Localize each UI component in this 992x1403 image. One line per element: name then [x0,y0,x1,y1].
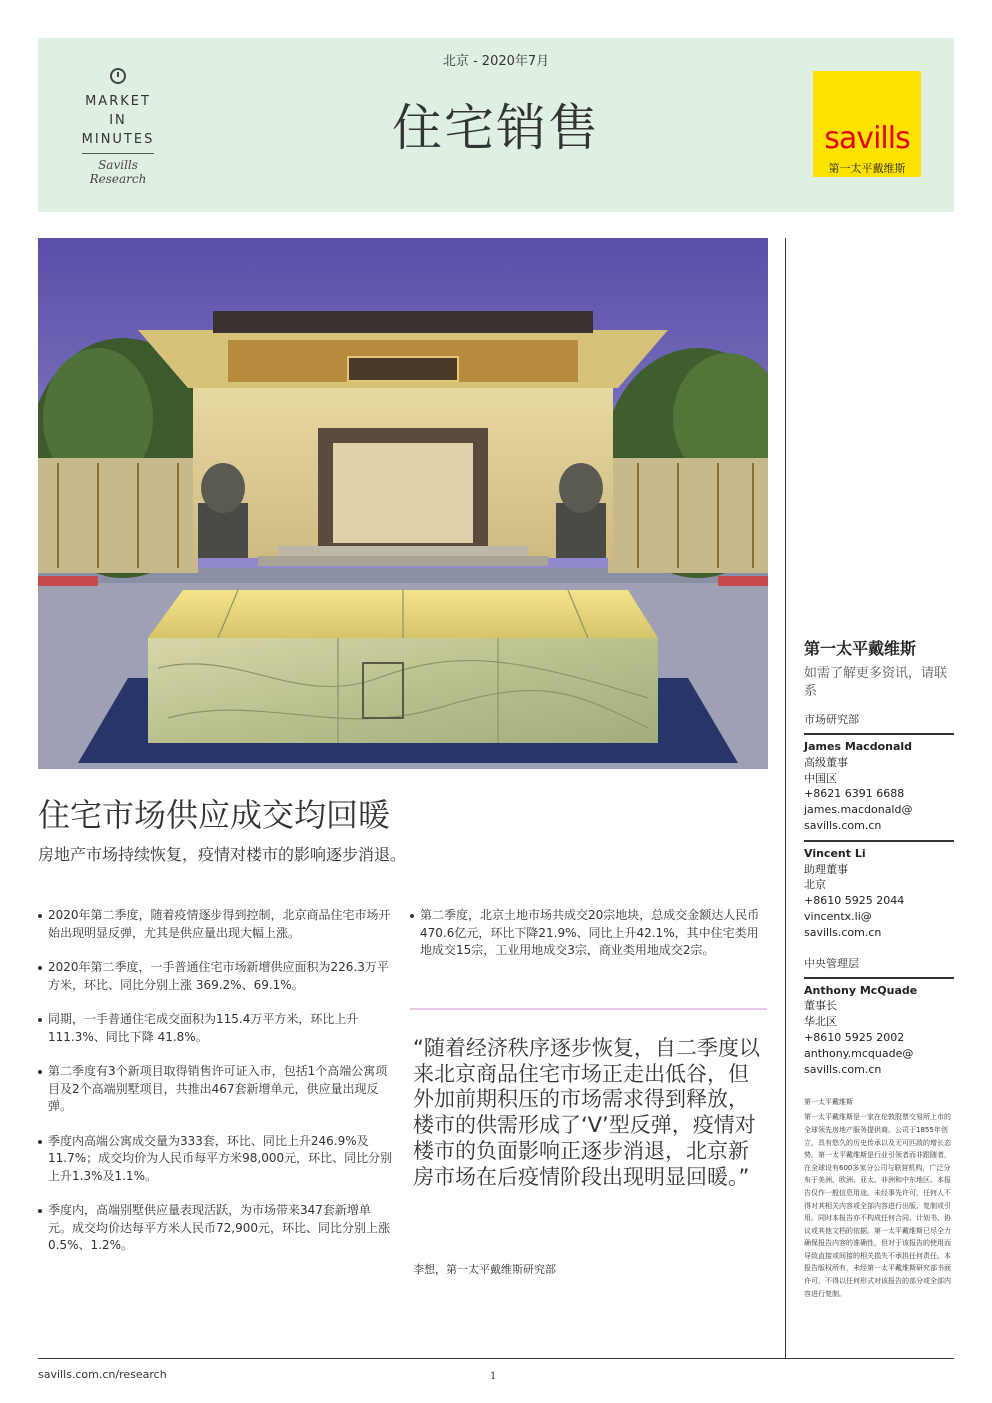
clock-icon [110,68,126,84]
contact-email[interactable]: anthony.mcquade@ [804,1046,914,1060]
contact-phone: +8621 6391 6688 [804,787,905,801]
pull-quote: “随着经济秩序逐步恢复，自二季度以来北京商品住宅市场正走出低谷，但外加前期积压的市场需求得到释放，楼市的供需形成了‘V’型反弹，疫情对楼市的负面影响正逐步消退，北京新房市场在后疫情阶段出现明显回暖。” [413,1036,760,1189]
contact-title: 董事长 [804,999,837,1013]
contact-region: 中国区 [804,771,837,785]
footer-url-link[interactable]: savills.com.cn/research [38,1368,167,1381]
sidebar-brand: 第一太平戴维斯 [804,639,917,658]
contact-name: Vincent Li [804,846,866,860]
contact-phone: +8610 5925 2044 [804,894,905,908]
bullet-item: 季度内高端公寓成交量为333套，环比、同比上升246.9%及11.7%；成交均价为人民币每平方米98,000元，环比、同比分别上升1.3%及1.1%。 [38,1133,393,1186]
bullet-item: 同期，一手普通住宅成交面积为115.4万平方米，环比上升111.3%、同比下降 41.8%。 [38,1011,393,1046]
series-word: MARKET [85,94,151,109]
contact-name: James Macdonald [804,740,913,753]
disclaimer-title: 第一太平戴维斯 [804,1098,853,1107]
logo-subtitle: 第一太平戴维斯 [828,162,906,175]
contact-name: Anthony McQuade [804,983,918,997]
footer-divider [38,1358,954,1359]
page-number: 1 [490,1371,497,1382]
bullet-item: 第二季度，北京土地市场共成交20宗地块，总成交金额达人民币470.6亿元，环比下降21.9%、同比上升42.1%，其中住宅类用地成交15宗，工业用地成交3宗，商业类用地成交2宗。 [410,907,765,960]
contact-title: 助理董事 [804,862,848,876]
bullet-column-left [38,907,393,1272]
logo-name: savills [824,121,910,156]
bullet-item: 2020年第二季度，随着疫情逐步得到控制，北京商品住宅市场开始出现明显反弹，尤其是供应量出现大幅上涨。 [38,907,393,942]
series-word: MINUTES [81,132,155,147]
contact-sidebar [804,636,954,1300]
contact-phone: +8610 5925 2002 [804,1030,905,1044]
contact-card [804,979,954,1078]
contact-email-domain[interactable]: savills.com.cn [804,1062,882,1076]
contact-email-domain[interactable]: savills.com.cn [804,818,882,832]
date-line: 北京 - 2020年7月 [442,54,550,69]
contact-region: 华北区 [804,1015,837,1029]
bullet-column-right [410,907,765,977]
contact-title: 高级董事 [804,755,848,769]
more-info-text: 如需了解更多资讯，请联系 [804,666,948,699]
series-word: IN [109,113,127,128]
quote-divider [410,1008,767,1010]
article-headline: 住宅市场供应成交均回暖 [38,796,391,834]
hero-photo [38,238,768,769]
contact-email-domain[interactable]: savills.com.cn [804,925,882,939]
header-banner [38,38,954,212]
quote-attribution: 李想，第一太平戴维斯研究部 [413,1263,556,1276]
bullet-item: 2020年第二季度，一手普通住宅市场新增供应面积为226.3万平方米，环比、同比分别上涨 369.2%、69.1%。 [38,959,393,994]
column-divider [785,238,786,1358]
article-subhead: 房地产市场持续恢复，疫情对楼市的影响逐步消退。 [38,845,407,864]
department-label: 市场研究部 [804,713,859,726]
contact-card [804,735,954,834]
contact-email[interactable]: james.macdonald@ [804,803,913,817]
market-in-minutes-logo [78,68,158,186]
series-subtitle: Savills Research [89,158,147,186]
department-label: 中央管理层 [804,956,859,970]
disclaimer-text: 第一太平戴维斯是一家在伦敦股票交易所上市的全球领先房地产服务提供商。公司于1855年创立，具有悠久的历史传承以及无可匹敌的增长态势。第一太平戴维斯是行业引领者而非跟随者，在全球设有600多家分公司与联营机构，广泛分布于美洲、欧洲、亚太、非洲和中东地区。本报告仅作一般信息用途。未经事先许可，任何人不得对其相关内容或全部内容进行出版、复制或引用。同时本报告亦不构成任何合同、计划书、协议或其他文档的依据。第一太平戴维斯已尽全力确保报告内容的准确性，但对于该报告的使用而导致直接或间接的相关损失不承担任何责任。本报告版权所有，未经第一太平戴维斯研究部书面许可，不得以任何形式对该报告的部分或全部内容进行复制。 [804,1113,951,1298]
report-title: 住宅销售 [392,99,600,157]
divider [82,153,154,154]
contact-email[interactable]: vincentx.li@ [804,909,872,923]
contact-region: 北京 [804,878,826,892]
bullet-item: 季度内，高端别墅供应量表现活跃，为市场带来347套新增单元。成交均价达每平方米人民币72,900元，环比、同比分别上涨0.5%、1.2%。 [38,1202,393,1255]
bullet-item: 第二季度有3个新项目取得销售许可证入市，包括1个高端公寓项目及2个高端别墅项目，共推出467套新增单元，供应量出现反弹。 [38,1063,393,1116]
contact-card [804,842,954,941]
savills-logo [813,71,921,177]
